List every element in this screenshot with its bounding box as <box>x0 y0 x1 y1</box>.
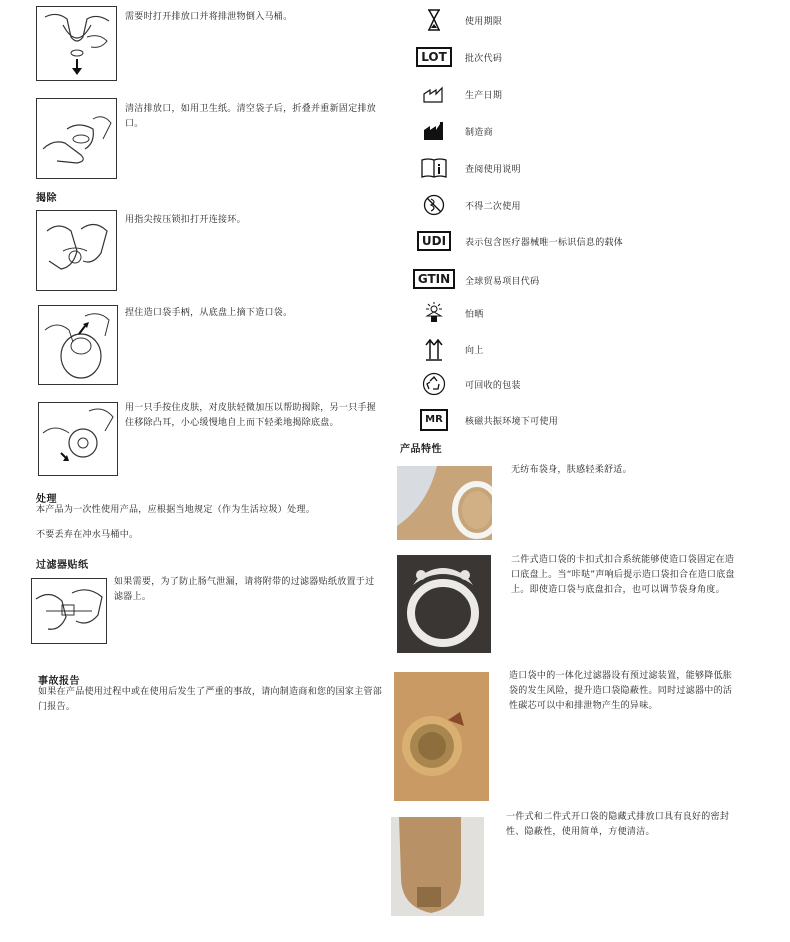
step-peel-text: 用一只手按住皮肤，对皮肤轻微加压以帮助揭除，另一只手握住移除凸耳，小心缓慢地自上而下轻柔地揭除底盘。 <box>125 403 377 428</box>
no-reuse-icon <box>414 192 454 218</box>
symbol-label: 全球贸易项目代码 <box>465 277 540 287</box>
keep-from-sunlight-icon <box>414 300 454 326</box>
step-unlock-text: 用指尖按压锁扣打开连接环。 <box>125 215 246 225</box>
filter-text: 如果需要，为了防止肠气泄漏，请将附带的过滤器贴纸放置于过滤器上。 <box>114 577 375 602</box>
symbol-label: 核磁共振环境下可使用 <box>465 417 559 427</box>
lot-icon: LOT <box>414 44 454 70</box>
mr-safe-icon: MR <box>414 407 454 433</box>
features-heading: 产品特性 <box>400 444 442 455</box>
symbol-label: 可回收的包装 <box>465 381 521 391</box>
symbol-label: 向上 <box>465 346 484 356</box>
manufacture-date-icon <box>414 81 454 107</box>
symbol-label: 不得二次使用 <box>465 202 521 212</box>
udi-icon: UDI <box>414 228 454 254</box>
nonwoven-bag-photo <box>397 466 492 540</box>
recycle-icon <box>414 371 454 397</box>
drain-outlet-photo <box>391 817 484 916</box>
step-drain-text: 需要时打开排放口并将排泄物倒入马桶。 <box>125 12 293 22</box>
remove-heading: 揭除 <box>36 193 57 204</box>
feature-text: 无纺布袋身，肤感轻柔舒适。 <box>511 465 632 475</box>
drain-illustration <box>36 6 117 81</box>
disposal-note: 不要丢弃在冲水马桶中。 <box>36 530 139 540</box>
this-way-up-icon <box>414 336 454 362</box>
hourglass-icon <box>414 7 454 33</box>
symbol-label: 制造商 <box>465 128 493 138</box>
coupling-ring-photo <box>397 555 491 653</box>
manufacturer-icon <box>414 118 454 144</box>
filter-photo <box>394 672 489 801</box>
step-clean-text: 清洁排放口，如用卫生纸。清空袋子后，折叠并重新固定排放口。 <box>125 104 377 129</box>
peel-illustration <box>38 402 118 476</box>
feature-text: 二件式造口袋的卡扣式扣合系统能够使造口袋固定在造口底盘上。当“咔哒”声响后提示造口袋扣合在造口底盘上。即使造口袋与底盘扣合，也可以调节袋身角度。 <box>511 555 735 595</box>
incident-heading: 事故报告 <box>38 676 80 687</box>
unlock-illustration <box>36 210 117 291</box>
instructions-icon <box>414 155 454 181</box>
disposal-text: 本产品为一次性使用产品，应根据当地规定（作为生活垃圾）处理。 <box>36 505 316 515</box>
feature-text: 造口袋中的一体化过滤器设有预过滤装置，能够降低胀袋的发生风险，提升造口袋隐蔽性。同时过滤器中的活性碳芯可以中和排泄物产生的异味。 <box>509 671 733 711</box>
step-pull-text: 捏住造口袋手柄，从底盘上摘下造口袋。 <box>125 308 293 318</box>
feature-text: 一件式和二件式开口袋的隐藏式排放口具有良好的密封性、隐蔽性，使用简单，方便清洁。 <box>506 812 730 837</box>
pull-illustration <box>38 305 118 385</box>
symbol-label: 使用期限 <box>465 17 503 27</box>
symbol-label: 批次代码 <box>465 54 503 64</box>
disposal-heading: 处理 <box>36 494 57 505</box>
incident-text: 如果在产品使用过程中或在使用后发生了严重的事故，请向制造商和您的国家主管部门报告。 <box>38 687 383 712</box>
filter-sticker-illustration <box>31 578 107 644</box>
symbol-label: 生产日期 <box>465 91 503 101</box>
symbol-label: 怕晒 <box>465 310 484 320</box>
clean-illustration <box>36 98 117 179</box>
symbol-label: 表示包含医疗器械唯一标识信息的载体 <box>465 238 624 248</box>
filter-heading: 过滤器贴纸 <box>36 560 89 571</box>
gtin-icon: GTIN <box>412 266 456 292</box>
symbol-label: 查阅使用说明 <box>465 165 521 175</box>
